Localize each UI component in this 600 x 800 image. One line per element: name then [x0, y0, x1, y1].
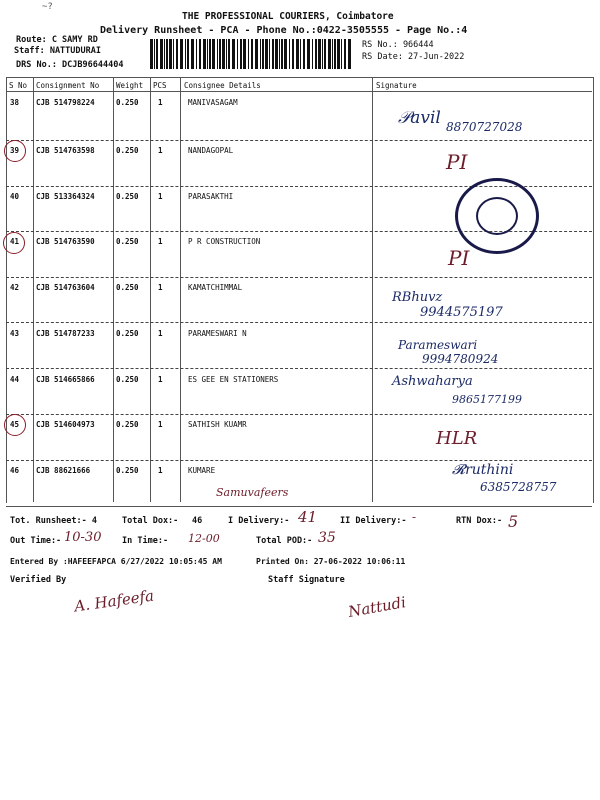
- row-weight: 0.250: [116, 329, 139, 338]
- row-consignment: CJB 514763604: [36, 283, 95, 292]
- staff-signature: Nattudi: [346, 593, 408, 621]
- handwritten-phone: 6385728757: [480, 480, 557, 494]
- row-sno: 40: [10, 192, 20, 201]
- handwritten-signature: Samuvafeers: [216, 486, 289, 499]
- row-sno: 38: [10, 98, 20, 107]
- row-pcs: 1: [158, 146, 163, 155]
- row-weight: 0.250: [116, 237, 139, 246]
- total-dox-label: Total Dox:-: [122, 516, 179, 526]
- col-header-consignee: Consignee Details: [184, 81, 261, 90]
- handwritten-phone: 9865177199: [452, 393, 522, 406]
- row-sno: 46: [10, 466, 20, 475]
- rs-no-label: RS No.: 966444: [362, 40, 434, 50]
- row-consignee: ES GEE EN STATIONERS: [188, 375, 279, 384]
- corner-pen-mark: ~?: [42, 2, 53, 12]
- row-consignee: PARASAKTHI: [188, 192, 234, 201]
- handwritten-name: RBhuvz: [392, 290, 443, 305]
- row-pcs: 1: [158, 192, 163, 201]
- circle-mark: [4, 140, 26, 162]
- col-header-pcs: PCS: [153, 81, 167, 90]
- rs-date-label: RS Date: 27-Jun-2022: [362, 52, 465, 62]
- handwritten-name: Parameswari: [398, 338, 478, 352]
- row-consignee: PARAMESWARI N: [188, 329, 247, 338]
- row-weight: 0.250: [116, 146, 139, 155]
- row-consignment: CJB 514604973: [36, 420, 95, 429]
- route-label: Route: C SAMY RD: [16, 35, 98, 45]
- total-pod-label: Total POD:-: [256, 536, 313, 546]
- row-pcs: 1: [158, 283, 163, 292]
- col-header-weight: Weight: [116, 81, 144, 90]
- row-pcs: 1: [158, 237, 163, 246]
- staff-signature-label: Staff Signature: [268, 575, 345, 585]
- row-consignee: KUMARE: [188, 466, 216, 475]
- row-consignment: CJB 514787233: [36, 329, 95, 338]
- verified-by-label: Verified By: [10, 575, 67, 585]
- row-pcs: 1: [158, 420, 163, 429]
- row-consignment: CJB 514763598: [36, 146, 95, 155]
- row-consignee: P R CONSTRUCTION: [188, 237, 261, 246]
- row-weight: 0.250: [116, 192, 139, 201]
- verified-signature: A. Hafeefa: [73, 586, 156, 616]
- ii-delivery-value: -: [412, 510, 417, 524]
- i-delivery-value: 41: [298, 508, 318, 526]
- circle-mark: [4, 414, 26, 436]
- col-header-consignment: Consignment No: [36, 81, 100, 90]
- company-stamp: [455, 178, 539, 254]
- row-weight: 0.250: [116, 466, 139, 475]
- row-sno: 42: [10, 283, 20, 292]
- drs-label: DRS No.: DCJB96644404: [16, 60, 124, 70]
- col-header-sno: S No: [9, 81, 28, 90]
- handwritten-initials: HLR: [436, 428, 478, 449]
- row-sno: 45: [10, 420, 20, 429]
- ii-delivery-label: II Delivery:-: [340, 516, 407, 526]
- row-consignee: NANDAGOPAL: [188, 146, 234, 155]
- total-pod-value: 35: [318, 530, 336, 546]
- row-pcs: 1: [158, 329, 163, 338]
- row-weight: 0.250: [116, 283, 139, 292]
- total-dox-value: 46: [192, 516, 203, 526]
- row-sno: 41: [10, 237, 20, 246]
- tot-runsheet-label: Tot. Runsheet:- 4: [10, 516, 97, 526]
- barcode: [146, 37, 357, 71]
- row-weight: 0.250: [116, 420, 139, 429]
- rtn-dox-value: 5: [508, 512, 519, 531]
- handwritten-initials: PI: [448, 246, 470, 270]
- i-delivery-label: I Delivery:-: [228, 516, 290, 526]
- out-time-label: Out Time:-: [10, 536, 62, 546]
- col-header-signature: Signature: [376, 81, 417, 90]
- row-pcs: 1: [158, 375, 163, 384]
- row-consignment: CJB 514763590: [36, 237, 95, 246]
- row-weight: 0.250: [116, 375, 139, 384]
- handwritten-phone: 9994780924: [422, 352, 499, 366]
- handwritten-phone: 9944575197: [420, 305, 503, 320]
- circle-mark: [3, 232, 25, 254]
- row-consignee: MANIVASAGAM: [188, 98, 238, 107]
- entered-by: Entered By :HAFEEFAPCA 6/27/2022 10:05:45 AM: [10, 557, 222, 566]
- row-pcs: 1: [158, 98, 163, 107]
- row-sno: 39: [10, 146, 20, 155]
- staff-label: Staff: NATTUDURAI: [14, 46, 101, 56]
- handwritten-phone: 8870727028: [446, 120, 523, 134]
- row-consignment: CJB 88621666: [36, 466, 91, 475]
- rtn-dox-label: RTN Dox:-: [456, 516, 503, 526]
- row-consignment: CJB 513364324: [36, 192, 95, 201]
- runsheet-title: Delivery Runsheet - PCA - Phone No.:0422-3505555 - Page No.:4: [100, 25, 468, 36]
- handwritten-name: Ashwaharya: [392, 374, 473, 389]
- out-time-value: 10-30: [64, 530, 102, 545]
- row-consignment: CJB 514798224: [36, 98, 95, 107]
- company-title: THE PROFESSIONAL COURIERS, Coimbatore: [182, 11, 394, 22]
- row-pcs: 1: [158, 466, 163, 475]
- printed-on: Printed On: 27-06-2022 10:06:11: [256, 557, 406, 566]
- row-consignee: SATHISH KUAMR: [188, 420, 247, 429]
- row-sno: 43: [10, 329, 20, 338]
- in-time-value: 12-00: [188, 532, 220, 545]
- row-sno: 44: [10, 375, 20, 384]
- row-consignment: CJB 514665866: [36, 375, 95, 384]
- handwritten-initials: PI: [446, 150, 468, 174]
- row-weight: 0.250: [116, 98, 139, 107]
- in-time-label: In Time:-: [122, 536, 169, 546]
- row-consignee: KAMATCHIMMAL: [188, 283, 243, 292]
- signature-scribble: 𝒫avil: [398, 108, 441, 128]
- signature-scribble: 𝓡ruthini: [452, 462, 514, 478]
